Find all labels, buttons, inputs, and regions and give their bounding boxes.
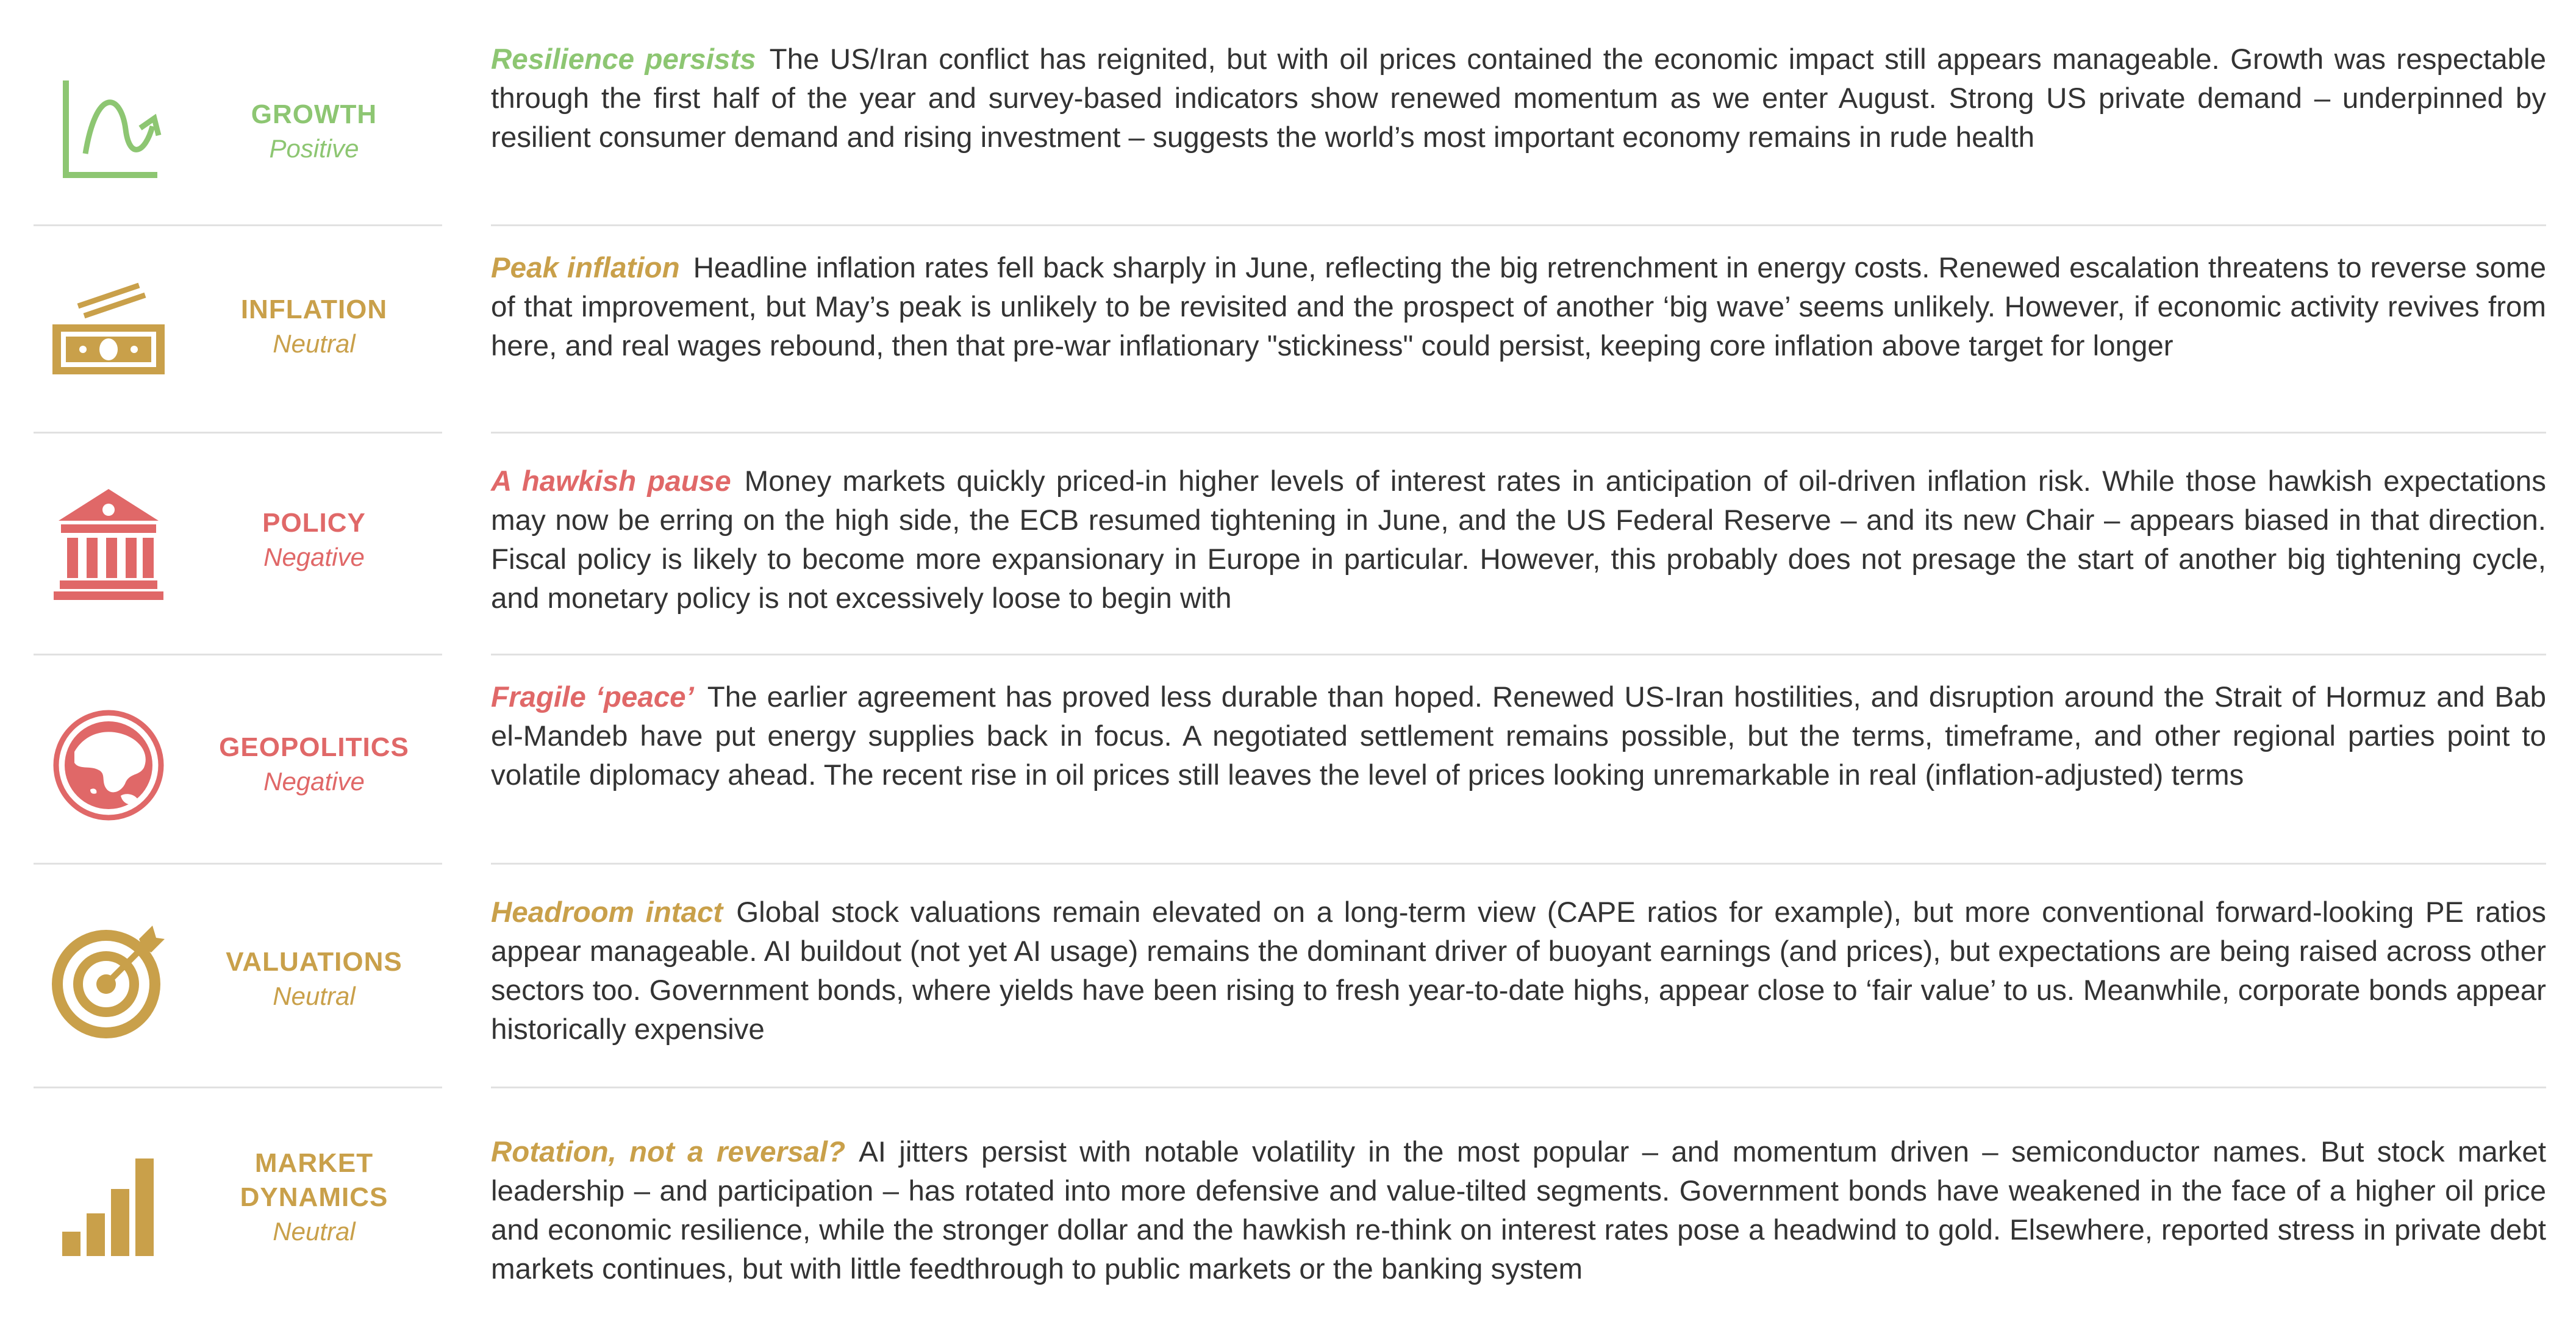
status-label: Negative <box>263 767 365 796</box>
divider <box>34 224 442 226</box>
category-label: GEOPOLITICS <box>219 732 409 762</box>
banknotes-icon <box>48 268 170 390</box>
status-label: Neutral <box>273 982 356 1010</box>
commentary <box>491 462 2546 618</box>
headline: A hawkish pause <box>491 465 731 498</box>
divider <box>34 1087 442 1088</box>
bar-chart-icon <box>48 1140 170 1262</box>
bank-building-icon <box>48 482 170 604</box>
category-label: POLICY <box>262 508 366 538</box>
status-label: Neutral <box>273 1217 356 1246</box>
divider <box>34 432 442 434</box>
growth-chart-icon <box>48 68 170 190</box>
status-label: Positive <box>269 134 359 163</box>
globe-icon <box>48 704 170 826</box>
category-label: INFLATION <box>240 295 388 324</box>
category-label-line1: MARKET <box>254 1148 374 1178</box>
row-label <box>180 293 448 361</box>
commentary <box>491 1133 2546 1289</box>
divider <box>491 654 2546 655</box>
divider <box>491 432 2546 434</box>
row-label <box>180 730 448 799</box>
commentary <box>491 893 2546 1049</box>
status-label: Negative <box>263 543 365 571</box>
commentary <box>491 678 2546 795</box>
row-label <box>180 1146 448 1249</box>
divider <box>491 224 2546 226</box>
headline: Fragile ‘peace’ <box>491 681 694 713</box>
divider <box>34 863 442 865</box>
headline: Resilience persists <box>491 43 756 76</box>
body-text: The US/Iran conflict has reignited, but with oil prices contained the economic impact still appears manageable. Growth was respectable through the first half of the year and survey-based indicators show renewed momentum as we enter August. Strong US private demand – underpinned by resilient consumer demand and rising investment – suggests the world’s most important economy remains in rude health <box>491 43 2546 154</box>
body-text: AI jitters persist with notable volatility in the most popular – and momentum driven – semiconductor names. But stock market leadership – and participation – has rotated into more defensive and value-tilted segments. Government bonds have weakened in the face of a higher oil price and economic resilience, while the stronger dollar and the hawkish re-think on interest rates pose a headwind to gold. Elsewhere, reported stress in private debt markets continues, but with little feedthrough to public markets or the banking system <box>491 1136 2546 1285</box>
headline: Peak inflation <box>491 252 680 284</box>
body-text: Headline inflation rates fell back sharply in June, reflecting the big retrenchment in energy costs. Renewed escalation threatens to reverse some of that improvement, but May’s peak is unlikely to be revisited and the prospect of another ‘big wave’ seems unlikely. However, if economic activity revives from here, and real wages rebound, then that pre-war inflationary "stickiness" could persist, keeping core inflation above target for longer <box>491 252 2546 362</box>
row-label <box>180 98 448 166</box>
commentary <box>491 249 2546 366</box>
row-label <box>180 945 448 1013</box>
category-label: GROWTH <box>251 99 377 129</box>
row-label <box>180 506 448 574</box>
divider <box>34 654 442 655</box>
body-text: The earlier agreement has proved less durable than hoped. Renewed US-Iran hostilities, and disruption around the Strait of Hormuz and Bab el-Mandeb have put energy supplies back in focus. A negotiated settlement remains possible, but the terms, timeframe, and other regional parties point to volatile diplomacy ahead. The recent rise in oil prices still leaves the level of prices looking unremarkable in real (inflation-adjusted) terms <box>491 681 2546 791</box>
body-text: Global stock valuations remain elevated on a long-term view (CAPE ratios for example), but more conventional forward-looking PE ratios appear manageable. AI buildout (not yet AI usage) remains the dominant driver of buoyant earnings (and prices), but expectations are being raised across other sectors too. Government bonds, where yields have been rising to fresh year-to-date highs, appear close to ‘fair value’ to us. Meanwhile, corporate bonds appear historically expensive <box>491 896 2546 1046</box>
status-label: Neutral <box>273 329 356 358</box>
headline: Headroom intact <box>491 896 723 929</box>
category-label: VALUATIONS <box>226 947 402 977</box>
target-icon <box>48 921 170 1043</box>
headline: Rotation, not a reversal? <box>491 1136 846 1168</box>
divider <box>491 863 2546 865</box>
category-label-line2: DYNAMICS <box>240 1182 388 1212</box>
divider <box>491 1087 2546 1088</box>
body-text: Money markets quickly priced-in higher levels of interest rates in anticipation of oil-driven inflation risk. While those hawkish expectations may now be erring on the high side, the ECB resumed tightening in June, and the US Federal Reserve – and its new Chair – appears biased in that direction. Fiscal policy is likely to become more expansionary in Europe in particular. However, this probably does not presage the start of another big tightening cycle, and monetary policy is not excessively loose to begin with <box>491 465 2546 615</box>
commentary <box>491 40 2546 157</box>
